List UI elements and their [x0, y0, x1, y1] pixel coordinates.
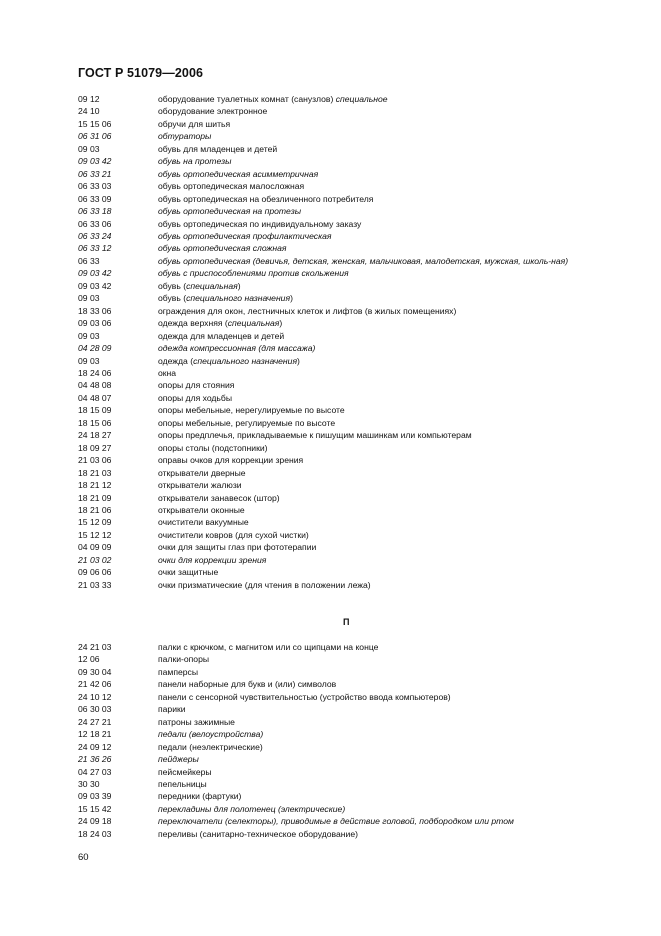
entry-text-part: очистители вакуумные: [158, 517, 249, 528]
entry-code: 09 03 42: [78, 156, 112, 167]
index-entry: [78, 454, 618, 466]
entry-code: 06 30 03: [78, 704, 112, 715]
index-entry: [78, 255, 618, 267]
entry-text-part: панели наборные для букв и (или) символов: [158, 679, 337, 690]
entry-description: [158, 367, 618, 379]
entry-code: 24 18 27: [78, 430, 112, 441]
entry-text-part: ): [237, 280, 241, 291]
entry-description: [158, 454, 618, 466]
index-entry: [78, 429, 618, 441]
entry-code: 09 03: [78, 330, 100, 341]
entry-text-part: передники (фартуки): [158, 791, 242, 802]
entry-description: [158, 492, 618, 504]
entry-description: [158, 666, 618, 678]
index-entry: [78, 355, 618, 367]
entry-code: 06 33 12: [78, 243, 112, 254]
entry-code: 09 03: [78, 293, 100, 304]
entry-description: [158, 516, 618, 528]
entry-text-part: обувь на протезы: [158, 156, 232, 167]
entry-description: [158, 504, 618, 516]
entry-code: 09 12: [78, 94, 100, 104]
index-entry: [78, 317, 618, 329]
index-entry: [78, 678, 618, 690]
entry-text-part: педали (велоустройства): [158, 729, 264, 740]
entry-text-part: переливы (санитарно-техническое оборудование): [158, 828, 358, 839]
entry-text-part: пепельницы: [158, 778, 207, 789]
entry-text-part: одежда верхняя (: [158, 318, 228, 329]
entry-code: 09 03 42: [78, 280, 112, 291]
entry-description: [158, 242, 618, 254]
entry-text-part: обувь для младенцев и детей: [158, 143, 278, 154]
entry-text-part: обручи для шитья: [158, 118, 231, 129]
entry-text-part: опоры для ходьбы: [158, 392, 233, 403]
entry-text-part: панели с сенсорной чувствительностью (устройство ввода компьютеров): [158, 691, 451, 702]
entry-text-part: обувь ортопедическая по индивидуальному заказу: [158, 218, 362, 229]
entry-code: 09 03 42: [78, 268, 112, 279]
entry-description: [158, 305, 618, 317]
entry-text-part: открыватели занавесок (штор): [158, 492, 280, 503]
entry-code: 24 27 21: [78, 716, 112, 727]
entry-code: 06 33 21: [78, 168, 112, 179]
entry-code: 18 21 12: [78, 480, 112, 491]
entry-description: [158, 355, 618, 367]
index-entry: [78, 342, 618, 354]
entry-code: 04 09 09: [78, 542, 112, 553]
entry-description: [158, 255, 618, 267]
document-title: ГОСТ Р 51079—2006: [78, 66, 204, 80]
entry-text-part: палки-опоры: [158, 654, 210, 665]
entry-code: 24 10: [78, 106, 100, 117]
entry-text-part: ): [290, 293, 293, 304]
entry-code: 09 30 04: [78, 666, 112, 677]
entry-description: [158, 716, 618, 728]
entry-text-part: памперсы: [158, 666, 199, 677]
entry-text-part: специального назначения: [193, 355, 298, 366]
entry-code: 06 33: [78, 255, 100, 266]
index-entry: [78, 205, 618, 217]
entry-code: 18 21 03: [78, 467, 112, 478]
entry-description: [158, 691, 618, 703]
entry-code: 15 15 42: [78, 803, 112, 814]
index-entry: [78, 691, 618, 703]
entry-text-part: обувь ортопедическая асимметричная: [158, 168, 319, 179]
entry-text-part: опоры мебельные, регулируемые по высоте: [158, 417, 336, 428]
entry-list-p: [78, 641, 618, 840]
entry-text-part: ): [297, 355, 300, 366]
entry-description: [158, 417, 618, 429]
index-entry: [78, 790, 618, 802]
entry-text-part: очистители ковров (для сухой чистки): [158, 529, 309, 540]
entry-text-part: обувь ортопедическая малосложная: [158, 181, 305, 192]
entry-text-part: ): [279, 318, 283, 329]
index-entry: [78, 479, 618, 491]
entry-code: 06 33 06: [78, 218, 112, 229]
entry-code: 06 33 24: [78, 230, 112, 241]
entry-code: 24 09 12: [78, 741, 112, 752]
entry-code: 06 33 03: [78, 181, 112, 192]
index-entry: [78, 130, 618, 142]
index-entry: [78, 93, 618, 105]
entry-description: [158, 342, 618, 354]
entry-description: [158, 429, 618, 441]
index-entry: [78, 218, 618, 230]
entry-description: [158, 766, 618, 778]
entry-text-part: оборудование туалетных комнат (санузлов): [158, 94, 336, 104]
entry-code: 15 15 06: [78, 118, 112, 129]
entry-description: [158, 741, 618, 753]
index-entry: [78, 180, 618, 192]
index-entry: [78, 305, 618, 317]
entry-text-part: опоры для стояния: [158, 380, 235, 391]
index-entry: [78, 516, 618, 528]
entry-description: [158, 105, 618, 117]
entry-text-part: очки для коррекции зрения: [158, 554, 267, 565]
entry-text-part: опоры предплечья, прикладываемые к пишущим машинкам или компьютерам: [158, 430, 472, 441]
entry-text-part: одежда (: [158, 355, 194, 366]
entry-text-part: педали (неэлектрические): [158, 741, 263, 752]
index-entry: [78, 703, 618, 715]
entry-text-part: окна: [158, 367, 177, 378]
entry-description: [158, 566, 618, 578]
entry-description: [158, 467, 618, 479]
entry-text-part: обувь ортопедическая на обезличенного потребителя: [158, 193, 374, 204]
index-entry: [78, 242, 618, 254]
entry-text-part: обувь ортопедическая профилактическая: [158, 230, 332, 241]
entry-text-part: обувь с приспособлениями против скольжения: [158, 268, 349, 279]
index-entry: [78, 105, 618, 117]
index-entry: [78, 292, 618, 304]
index-entry: [78, 753, 618, 765]
entry-code: 12 06: [78, 654, 100, 665]
entry-text-part: одежда для младенцев и детей: [158, 330, 285, 341]
index-entry: [78, 504, 618, 516]
index-entry: [78, 404, 618, 416]
entry-list-o: [78, 93, 618, 591]
entry-description: [158, 753, 618, 765]
entry-description: [158, 230, 618, 242]
index-entry: [78, 778, 618, 790]
entry-description: [158, 392, 618, 404]
entry-description: [158, 205, 618, 217]
index-entry: [78, 168, 618, 180]
entry-text-part: открыватели оконные: [158, 504, 245, 515]
entry-description: [158, 828, 618, 840]
index-entry: [78, 143, 618, 155]
entry-code: 15 12 09: [78, 517, 112, 528]
entry-text-part: парики: [158, 704, 186, 715]
entry-description: [158, 703, 618, 715]
entry-description: [158, 803, 618, 815]
section-letter: П: [343, 617, 350, 627]
entry-code: 04 28 09: [78, 343, 112, 354]
entry-description: [158, 541, 618, 553]
index-entry: [78, 280, 618, 292]
index-entry: [78, 666, 618, 678]
entry-code: 09 03: [78, 355, 100, 366]
index-entry: [78, 566, 618, 578]
entry-description: [158, 790, 618, 802]
entry-code: 21 03 06: [78, 455, 112, 466]
entry-code: 09 03 06: [78, 318, 112, 329]
entry-code: 24 10 12: [78, 691, 112, 702]
index-entry: [78, 193, 618, 205]
entry-description: [158, 815, 618, 827]
entry-code: 09 06 06: [78, 567, 112, 578]
entry-code: 21 03 33: [78, 579, 112, 590]
entry-text-part: опоры столы (подстопники): [158, 442, 268, 453]
entry-text-part: обувь ортопедическая (девичья, детская, женская, мальчиковая, малодетская, мужская, школь-ная): [158, 255, 569, 266]
entry-description: [158, 193, 618, 205]
index-entry: [78, 728, 618, 740]
entry-description: [158, 155, 618, 167]
entry-code: 24 21 03: [78, 642, 112, 652]
entry-text-part: очки призматические (для чтения в положении лежа): [158, 579, 371, 590]
entry-text-part: специальное: [335, 94, 388, 104]
entry-description: [158, 292, 618, 304]
index-entry: [78, 766, 618, 778]
index-entry: [78, 541, 618, 553]
entry-code: 18 09 27: [78, 442, 112, 453]
entry-code: 09 03: [78, 143, 100, 154]
entry-text-part: обувь ортопедическая на протезы: [158, 206, 302, 217]
index-entry: [78, 417, 618, 429]
entry-code: 18 21 06: [78, 504, 112, 515]
entry-description: [158, 479, 618, 491]
entry-description: [158, 168, 618, 180]
entry-code: 18 15 06: [78, 417, 112, 428]
entry-text-part: пейджеры: [158, 754, 199, 765]
index-entry: [78, 716, 618, 728]
entry-code: 04 48 08: [78, 380, 112, 391]
entry-text-part: открыватели дверные: [158, 467, 246, 478]
index-entry: [78, 529, 618, 541]
entry-description: [158, 330, 618, 342]
entry-text-part: специального назначения: [186, 293, 291, 304]
index-entry: [78, 803, 618, 815]
page-number: 60: [78, 852, 89, 863]
index-entry: [78, 392, 618, 404]
index-entry: [78, 554, 618, 566]
entry-text-part: очки для защиты глаз при фототерапии: [158, 542, 317, 553]
index-entry: [78, 741, 618, 753]
entry-code: 12 18 21: [78, 729, 112, 740]
entry-text-part: пейсмейкеры: [158, 766, 212, 777]
entry-code: 06 33 18: [78, 206, 112, 217]
index-entry: [78, 653, 618, 665]
entry-text-part: переключатели (селекторы), приводимые в действие головой, подбородком или ртом: [158, 816, 514, 827]
entry-code: 18 24 03: [78, 828, 112, 839]
entry-text-part: обувь ортопедическая сложная: [158, 243, 287, 254]
index-entry: [78, 379, 618, 391]
entry-code: 21 36 26: [78, 754, 112, 765]
index-entry: [78, 330, 618, 342]
index-entry: [78, 118, 618, 130]
entry-text-part: палки с крючком, с магнитом или со щипцами на конце: [158, 642, 379, 652]
entry-description: [158, 678, 618, 690]
entry-text-part: ограждения для окон, лестничных клеток и лифтов (в жилых помещениях): [158, 305, 457, 316]
entry-text-part: оборудование электронное: [158, 106, 268, 117]
entry-description: [158, 579, 618, 591]
entry-description: [158, 317, 618, 329]
entry-description: [158, 180, 618, 192]
index-entry: [78, 442, 618, 454]
entry-code: 24 09 18: [78, 816, 112, 827]
entry-description: [158, 404, 618, 416]
entry-text-part: очки защитные: [158, 567, 219, 578]
index-entry: [78, 155, 618, 167]
index-entry: [78, 267, 618, 279]
entry-text-part: обтураторы: [158, 131, 212, 142]
entry-text-part: специальная: [227, 318, 280, 329]
entry-description: [158, 641, 618, 653]
entry-code: 04 27 03: [78, 766, 112, 777]
entry-description: [158, 280, 618, 292]
entry-code: 06 33 09: [78, 193, 112, 204]
entry-description: [158, 728, 618, 740]
entry-description: [158, 118, 618, 130]
entry-description: [158, 130, 618, 142]
entry-description: [158, 267, 618, 279]
entry-text-part: одежда компрессионная (для массажа): [158, 343, 316, 354]
index-entry: [78, 492, 618, 504]
entry-description: [158, 529, 618, 541]
entry-description: [158, 778, 618, 790]
index-entry: [78, 367, 618, 379]
entry-code: 18 33 06: [78, 305, 112, 316]
index-entry: [78, 815, 618, 827]
index-entry: [78, 641, 618, 653]
index-entry: [78, 230, 618, 242]
entry-description: [158, 442, 618, 454]
entry-description: [158, 554, 618, 566]
index-entry: [78, 828, 618, 840]
entry-text-part: оправы очков для коррекции зрения: [158, 455, 304, 466]
entry-code: 18 15 09: [78, 405, 112, 416]
entry-description: [158, 379, 618, 391]
entry-description: [158, 218, 618, 230]
entry-text-part: открыватели жалюзи: [158, 480, 242, 491]
entry-code: 21 03 02: [78, 554, 112, 565]
entry-code: 04 48 07: [78, 392, 112, 403]
entry-code: 09 03 39: [78, 791, 112, 802]
entry-text-part: обувь (: [158, 293, 187, 304]
entry-text-part: патроны зажимные: [158, 716, 235, 727]
entry-description: [158, 93, 618, 105]
entry-description: [158, 653, 618, 665]
entry-text-part: специальная: [186, 280, 238, 291]
entry-description: [158, 143, 618, 155]
entry-code: 18 21 09: [78, 492, 112, 503]
index-entry: [78, 467, 618, 479]
index-entry: [78, 579, 618, 591]
entry-code: 30 30: [78, 778, 100, 789]
entry-code: 21 42 06: [78, 679, 112, 690]
entry-text-part: перекладины для полотенец (электрические): [158, 803, 346, 814]
entry-code: 06 31 06: [78, 131, 112, 142]
entry-text-part: опоры мебельные, нерегулируемые по высоте: [158, 405, 345, 416]
entry-text-part: обувь (: [158, 280, 187, 291]
entry-code: 15 12 12: [78, 529, 112, 540]
entry-code: 18 24 06: [78, 367, 112, 378]
